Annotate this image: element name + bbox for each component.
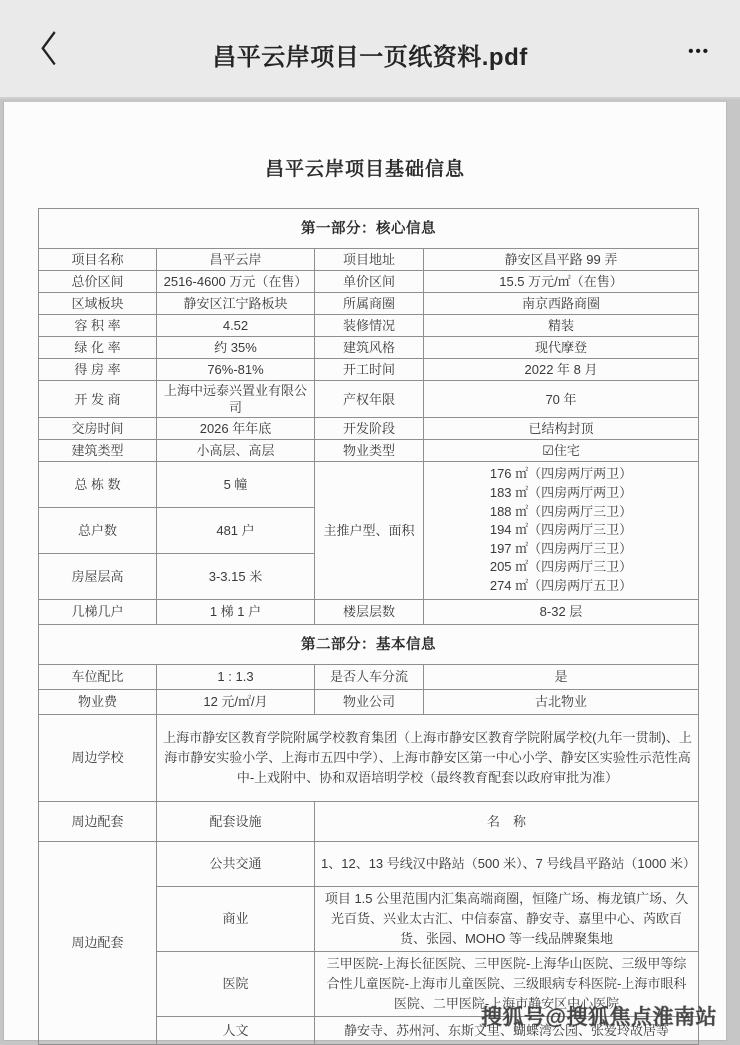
field-value: 2516-4600 万元（在售） bbox=[157, 271, 315, 293]
table-row bbox=[39, 690, 699, 715]
unit-type-item: 183 ㎡（四房两厅两卫） bbox=[489, 485, 633, 501]
facility-name: 医院 bbox=[157, 952, 315, 1017]
table-row bbox=[39, 249, 699, 271]
facility-name: 商业 bbox=[157, 887, 315, 952]
field-label: 产权年限 bbox=[315, 381, 424, 418]
unit-type-item: 194 ㎡（四房两厅三卫） bbox=[489, 522, 633, 538]
table-row bbox=[39, 665, 699, 690]
table-row bbox=[39, 381, 699, 418]
field-value: 76%-81% bbox=[157, 359, 315, 381]
field-label: 单价区间 bbox=[315, 271, 424, 293]
unit-types-list bbox=[424, 462, 699, 600]
pdf-page bbox=[3, 101, 727, 1041]
app-header bbox=[0, 0, 740, 99]
facility-desc: 项目 1.5 公里范围内汇集高端商圈，恒隆广场、梅龙镇广场、久光百货、兴业太古汇、中信泰富、静安寺、嘉里中心、芮欧百货、张园、MOHO 等一线品牌聚集地 bbox=[315, 887, 699, 952]
field-value: 1 : 1.3 bbox=[157, 665, 315, 690]
field-label: 开发阶段 bbox=[315, 418, 424, 440]
unit-type-item: 188 ㎡（四房两厅三卫） bbox=[489, 503, 633, 519]
field-value: 静安区昌平路 99 弄 bbox=[424, 249, 699, 271]
field-value: 精装 bbox=[424, 315, 699, 337]
unit-type-item: 274 ㎡（四房两厅五卫） bbox=[489, 577, 633, 593]
field-value: 约 35% bbox=[157, 337, 315, 359]
document-title: 昌平云岸项目基础信息 bbox=[264, 159, 465, 180]
table-row bbox=[39, 600, 699, 625]
field-value: ☑住宅 bbox=[424, 440, 699, 462]
field-label: 房屋层高 bbox=[39, 554, 157, 600]
field-value: 现代摩登 bbox=[424, 337, 699, 359]
section2-header-row bbox=[39, 625, 699, 665]
field-label: 开 发 商 bbox=[39, 381, 157, 418]
field-value: 8-32 层 bbox=[424, 600, 699, 625]
field-label: 物业类型 bbox=[315, 440, 424, 462]
file-title: 昌平云岸项目一页纸资料.pdf bbox=[212, 44, 528, 71]
table-row bbox=[39, 440, 699, 462]
facilities-col-label: 配套设施 bbox=[157, 802, 315, 842]
field-label: 项目地址 bbox=[315, 249, 424, 271]
field-label: 得 房 率 bbox=[39, 359, 157, 381]
field-label: 绿 化 率 bbox=[39, 337, 157, 359]
field-label: 楼层层数 bbox=[315, 600, 424, 625]
table-row bbox=[39, 293, 699, 315]
facility-desc: 1、12、13 号线汉中路站（500 米）、7 号线昌平路站（1000 米） bbox=[315, 842, 699, 887]
field-value: 12 元/㎡/月 bbox=[157, 690, 315, 715]
unit-type-item: 197 ㎡（四房两厅三卫） bbox=[489, 540, 633, 556]
field-value: 3-3.15 米 bbox=[157, 554, 315, 600]
field-label: 是否人车分流 bbox=[315, 665, 424, 690]
field-label: 总户数 bbox=[39, 508, 157, 554]
field-label: 交房时间 bbox=[39, 418, 157, 440]
field-label: 所属商圈 bbox=[315, 293, 424, 315]
section2-title: 第二部分：基本信息 bbox=[39, 625, 699, 665]
table-row bbox=[39, 359, 699, 381]
field-label: 物业公司 bbox=[315, 690, 424, 715]
field-label: 物业费 bbox=[39, 690, 157, 715]
field-label: 总 栋 数 bbox=[39, 462, 157, 508]
table-row bbox=[39, 337, 699, 359]
table-row bbox=[39, 418, 699, 440]
info-table bbox=[38, 208, 699, 1045]
section1-title: 第一部分：核心信息 bbox=[39, 209, 699, 249]
unit-type-item: 176 ㎡（四房两厅两卫） bbox=[489, 466, 633, 482]
facility-desc: 静安寺、苏州河、东斯文里、蝴蝶湾公园、张爱玲故居等 bbox=[315, 1017, 699, 1045]
field-label: 建筑风格 bbox=[315, 337, 424, 359]
field-value: 已结构封顶 bbox=[424, 418, 699, 440]
facilities-group-label: 周边配套 bbox=[39, 842, 157, 1045]
unit-type-item: 205 ㎡（四房两厅三卫） bbox=[489, 559, 633, 575]
unit-types-label: 主推户型、面积 bbox=[315, 462, 424, 600]
section1-header-row bbox=[39, 209, 699, 249]
field-label: 开工时间 bbox=[315, 359, 424, 381]
field-value: 小高层、高层 bbox=[157, 440, 315, 462]
watermark: 搜狐号@搜狐焦点淮南站 bbox=[481, 1006, 717, 1029]
facility-name: 公共交通 bbox=[157, 842, 315, 887]
field-value: 15.5 万元/㎡（在售） bbox=[424, 271, 699, 293]
field-label: 几梯几户 bbox=[39, 600, 157, 625]
table-row bbox=[39, 271, 699, 293]
field-label: 车位配比 bbox=[39, 665, 157, 690]
field-value: 是 bbox=[424, 665, 699, 690]
field-value: 70 年 bbox=[424, 381, 699, 418]
field-value: 481 户 bbox=[157, 508, 315, 554]
back-icon[interactable]: 〈 bbox=[26, 31, 56, 70]
field-value: 1 梯 1 户 bbox=[157, 600, 315, 625]
field-value: 昌平云岸 bbox=[157, 249, 315, 271]
field-label: 容 积 率 bbox=[39, 315, 157, 337]
field-label: 周边学校 bbox=[39, 715, 157, 802]
field-value: 静安区江宁路板块 bbox=[157, 293, 315, 315]
facility-desc: 三甲医院-上海长征医院、三甲医院-上海华山医院、三级甲等综合性儿童医院-上海市儿童医院、三级眼病专科医院-上海市眼科医院、二甲医院-上海市静安区中心医院 bbox=[315, 952, 699, 1017]
field-label: 总价区间 bbox=[39, 271, 157, 293]
field-label: 项目名称 bbox=[39, 249, 157, 271]
table-row bbox=[39, 462, 699, 508]
facilities-name-label: 名 称 bbox=[315, 802, 699, 842]
facility-name: 人文 bbox=[157, 1017, 315, 1045]
facilities-group-label: 周边配套 bbox=[39, 802, 157, 842]
field-label: 区域板块 bbox=[39, 293, 157, 315]
facilities-header-row bbox=[39, 802, 699, 842]
field-value: 2026 年年底 bbox=[157, 418, 315, 440]
schools-text: 上海市静安区教育学院附属学校教育集团（上海市静安区教育学院附属学校(九年一贯制)、上海市静安实验小学、上海市五四中学）、上海市静安区第一中心小学、静安区实验性示范性高中-上戏附中、协和双语培明学校（最终教育配套以政府审批为准） bbox=[157, 715, 699, 802]
field-value: 南京西路商圈 bbox=[424, 293, 699, 315]
table-row bbox=[39, 315, 699, 337]
schools-row bbox=[39, 715, 699, 802]
field-label: 建筑类型 bbox=[39, 440, 157, 462]
field-value: 5 幢 bbox=[157, 462, 315, 508]
field-value: 2022 年 8 月 bbox=[424, 359, 699, 381]
field-label: 装修情况 bbox=[315, 315, 424, 337]
field-value: 4.52 bbox=[157, 315, 315, 337]
facility-row bbox=[39, 842, 699, 887]
field-value: 上海中远泰兴置业有限公司 bbox=[157, 381, 315, 418]
more-menu-icon[interactable]: ••• bbox=[688, 43, 710, 60]
field-value: 古北物业 bbox=[424, 690, 699, 715]
